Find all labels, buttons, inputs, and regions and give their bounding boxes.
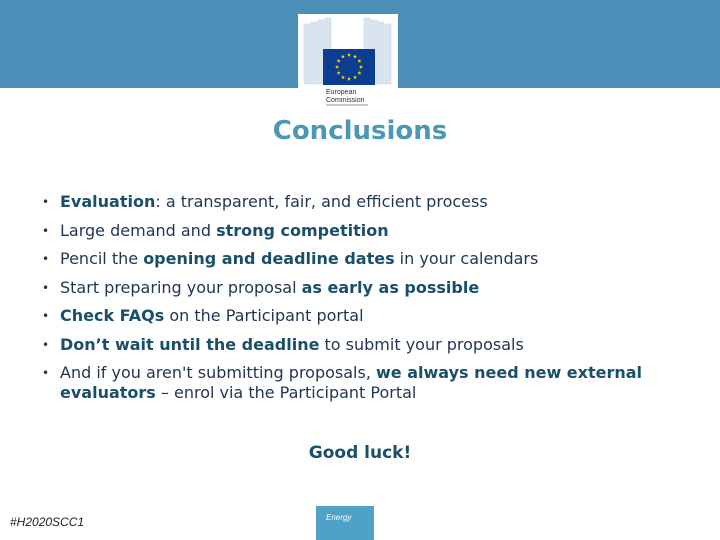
bullet-item <box>42 249 682 269</box>
energy-badge <box>316 506 374 540</box>
bullet-text: – enrol via the Participant Portal <box>155 383 417 402</box>
bullet-text: And if you aren't submitting proposals, <box>60 363 376 382</box>
bullet-item <box>42 335 682 355</box>
bullet-text: to submit your proposals <box>319 334 524 354</box>
bullet-emphasis: Check FAQs <box>60 306 165 325</box>
bullet-emphasis: Evaluation <box>60 192 156 211</box>
bullet-item <box>42 221 682 241</box>
bullet-emphasis: we always need new external evaluators <box>60 363 643 402</box>
logo-text-line1: European <box>326 89 357 96</box>
bullet-item <box>42 192 682 212</box>
bullet-emphasis: as early as possible <box>301 277 480 297</box>
logo-text-line2: Commission <box>326 97 365 104</box>
european-commission-logo <box>298 14 398 109</box>
bullet-text: Large demand and <box>60 220 217 240</box>
bullet-item <box>42 306 682 326</box>
energy-label: Energy <box>326 513 352 522</box>
bullet-text: Start preparing your proposal <box>60 277 302 297</box>
good-luck-text: Good luck! <box>308 443 412 463</box>
bullet-text: on the Participant portal <box>164 306 364 325</box>
bullet-emphasis: opening and deadline dates <box>143 249 395 268</box>
slide-title: Conclusions <box>272 116 448 146</box>
bullet-item <box>42 363 682 403</box>
footer-hashtag: #H2020SCC1 <box>10 515 85 529</box>
bullet-emphasis: Don’t wait until the deadline <box>60 334 320 354</box>
bullet-emphasis: strong competition <box>216 220 389 240</box>
bullet-text: in your calendars <box>394 249 539 268</box>
bullet-text: : a transparent, fair, and efficient process <box>155 192 488 211</box>
bullet-text: Pencil the <box>60 249 144 268</box>
bullet-item <box>42 278 682 298</box>
conclusions-list <box>42 192 682 412</box>
